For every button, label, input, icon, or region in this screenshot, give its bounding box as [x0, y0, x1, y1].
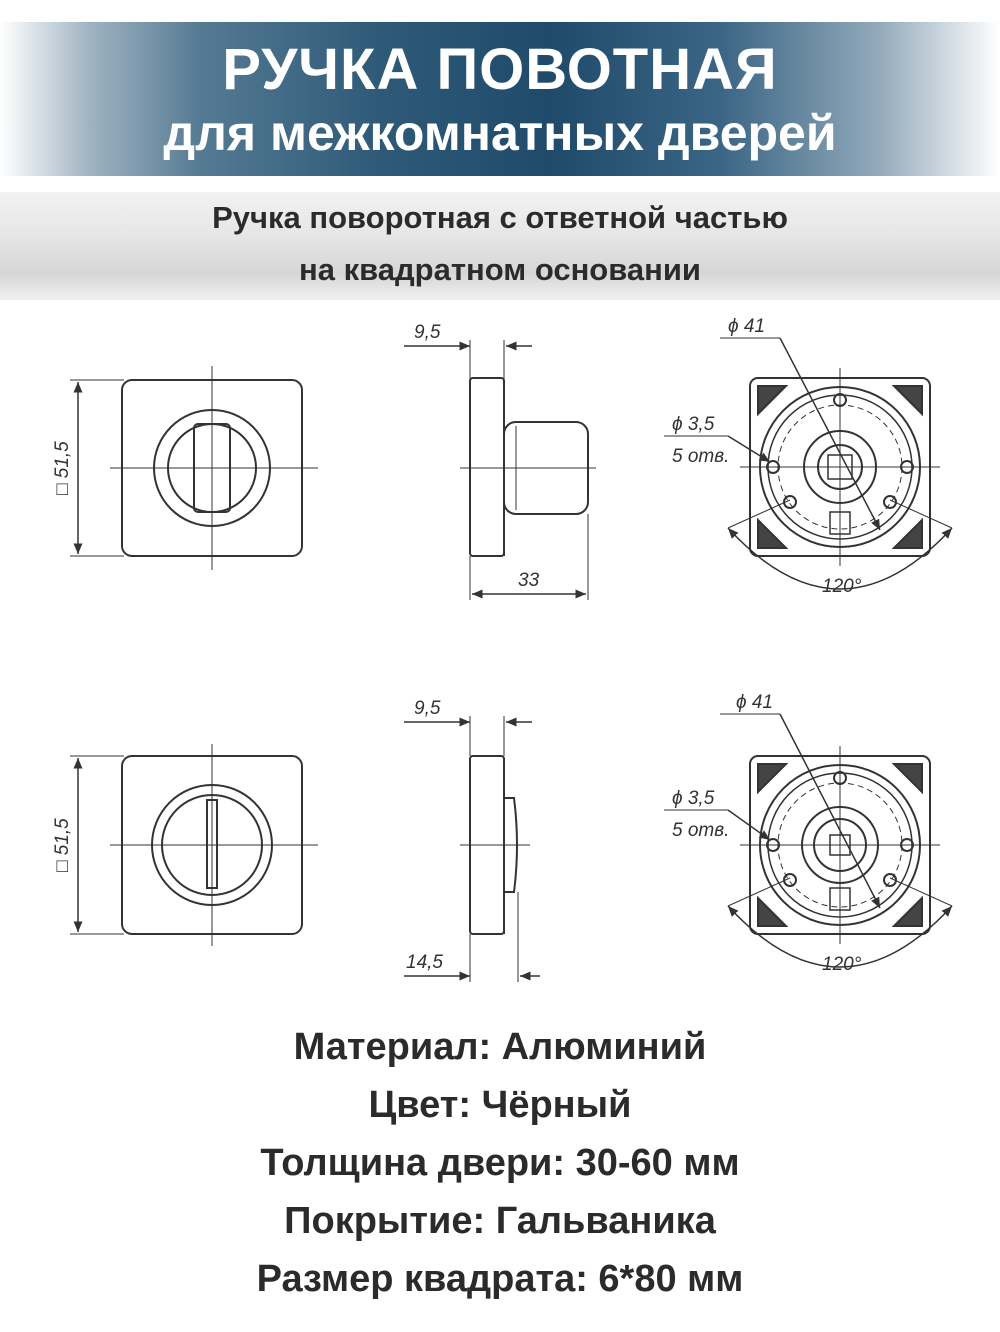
holes-count-label-top: 5 отв. — [672, 446, 730, 467]
square-dimension-label-bottom: □ 51,5 — [52, 818, 73, 872]
side-view-bottom — [404, 716, 540, 982]
angle-label-bottom: 120° — [822, 954, 862, 975]
spec-material: Материал: Алюминий — [293, 1026, 707, 1068]
spec-list — [0, 1018, 1000, 1308]
depth-label-bottom: 14,5 — [406, 952, 443, 973]
side-view-top — [404, 340, 596, 600]
spec-door-thickness: Толщина двери: 30-60 мм — [260, 1142, 740, 1184]
spec-coating: Покрытие: Гальваника — [284, 1200, 716, 1242]
depth-label-top: 33 — [518, 570, 540, 591]
front-view-top — [70, 366, 318, 570]
diameter-label-bottom: ϕ 41 — [736, 692, 773, 713]
hole-diameter-label-bottom: ϕ 3,5 — [672, 788, 715, 809]
hole-diameter-label-top: ϕ 3,5 — [672, 414, 715, 435]
front-view-bottom — [70, 744, 318, 946]
spec-color: Цвет: Чёрный — [368, 1084, 632, 1126]
technical-drawing — [0, 300, 1000, 1000]
thickness-label-top: 9,5 — [414, 322, 441, 343]
square-dimension-label-top: □ 51,5 — [52, 441, 73, 495]
product-title: РУЧКА ПОВОТНАЯ — [222, 37, 778, 102]
holes-count-label-bottom: 5 отв. — [672, 820, 730, 841]
spec-square-size: Размер квадрата: 6*80 мм — [256, 1258, 744, 1300]
description-line-1: Ручка поворотная с ответной частью — [212, 200, 788, 235]
product-subtitle: для межкомнатных дверей — [163, 105, 837, 161]
angle-label-top: 120° — [822, 576, 862, 597]
thickness-label-bottom: 9,5 — [414, 698, 441, 719]
diameter-label-top: ϕ 41 — [728, 316, 765, 337]
description-line-2: на квадратном основании — [299, 252, 701, 287]
